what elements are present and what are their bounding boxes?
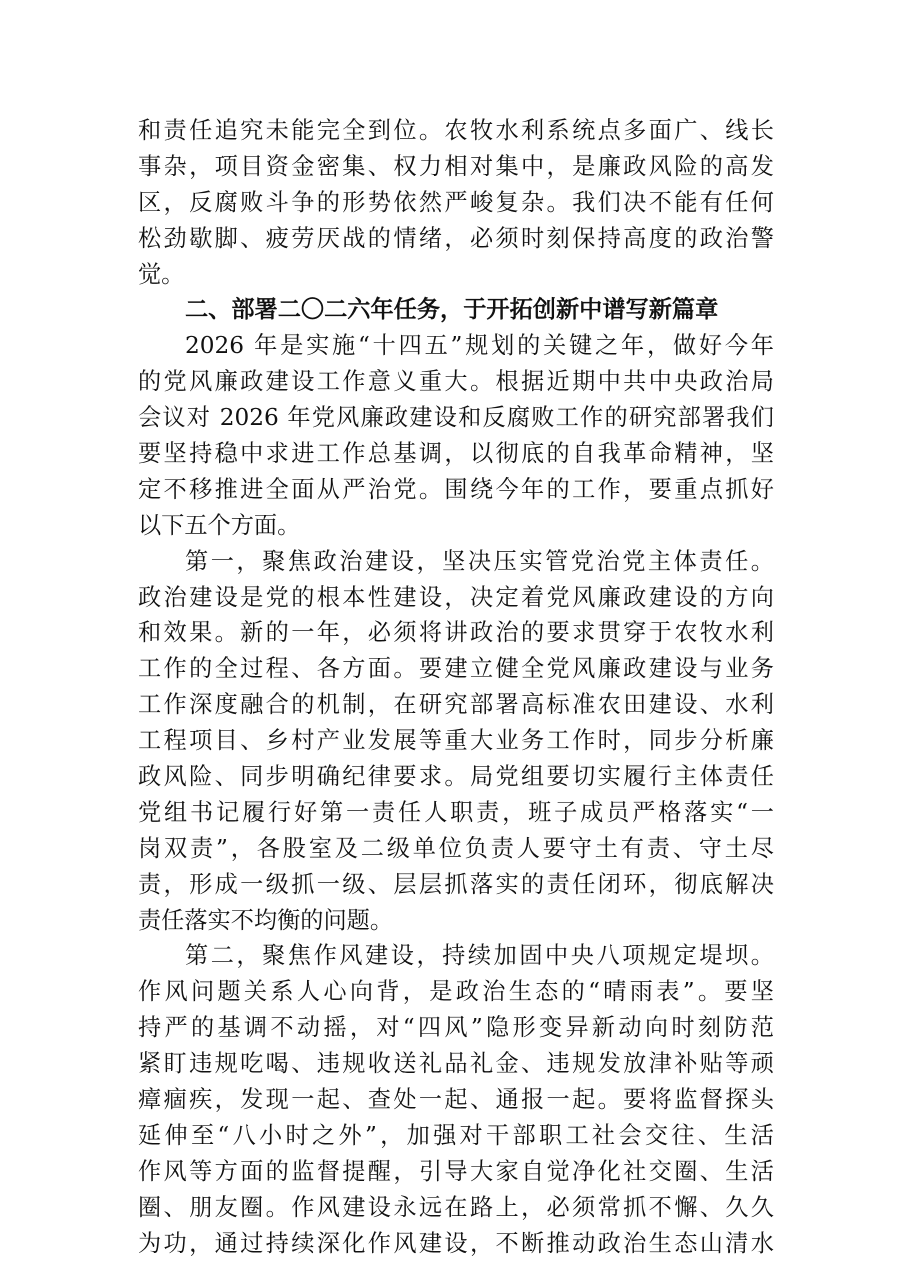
text-line: 以下五个方面。 (138, 511, 301, 539)
text-line: 和责任追究未能完全到位。农牧水利系统点多面广、线长 (138, 117, 774, 144)
text-line: 政风险、同步明确纪律要求。局党组要切实履行主体责任 (138, 763, 774, 791)
text-line: 责任落实不均衡的问题。 (138, 906, 394, 934)
text-line: 区，反腐败斗争的形势依然严峻复杂。我们决不能有任何 (138, 188, 774, 216)
text-line: 圈、朋友圈。作风建设永远在路上，必须常抓不懈、久久 (138, 1193, 774, 1221)
text-line: 和效果。新的一年，必须将讲政治的要求贯穿于农牧水利 (138, 619, 774, 647)
text-line: 事杂，项目资金密集、权力相对集中，是廉政风险的高发 (138, 152, 774, 180)
text-line: 的党风廉政建设工作意义重大。根据近期中共中央政治局 (138, 368, 774, 396)
text-line: 松劲歇脚、疲劳厌战的情绪，必须时刻保持高度的政治警 (138, 224, 774, 252)
text-line: 持严的基调不动摇，对“四风”隐形变异新动向时刻防范 (138, 1014, 774, 1042)
text-line: 瘴痼疾，发现一起、查处一起、通报一起。要将监督探头 (138, 1086, 774, 1114)
text-line: 定不移推进全面从严治党。围绕今年的工作，要重点抓好 (138, 475, 774, 503)
text-line: 第二，聚焦作风建设，持续加固中央八项规定堤坝。 (185, 942, 774, 970)
text-line: 2026 年是实施“十四五”规划的关键之年，做好今年 (185, 332, 774, 360)
text-line: 政治建设是党的根本性建设，决定着党风廉政建设的方向 (138, 583, 774, 611)
text-line: 要坚持稳中求进工作总基调，以彻底的自我革命精神，坚 (138, 440, 774, 468)
document-body (138, 113, 774, 1262)
text-line: 紧盯违规吃喝、违规收送礼品礼金、违规发放津补贴等顽 (138, 1050, 774, 1078)
text-line: 第一，聚焦政治建设，坚决压实管党治党主体责任。 (185, 547, 774, 575)
text-line: 岗双责”，各股室及二级单位负责人要守土有责、守土尽 (138, 834, 774, 862)
text-line: 延伸至“八小时之外”，加强对干部职工社会交往、生活 (138, 1121, 774, 1149)
text-line: 作风等方面的监督提醒，引导大家自觉净化社交圈、生活 (138, 1157, 774, 1185)
text-line: 工作深度融合的机制，在研究部署高标准农田建设、水利 (138, 691, 774, 719)
text-line: 会议对 2026 年党风廉政建设和反腐败工作的研究部署我们 (138, 404, 774, 432)
text-line: 觉。 (138, 260, 185, 288)
text-line: 责，形成一级抓一级、层层抓落实的责任闭环，彻底解决 (138, 870, 774, 898)
text-line: 工程项目、乡村产业发展等重大业务工作时，同步分析廉 (138, 727, 774, 755)
text-line: 党组书记履行好第一责任人职责，班子成员严格落实“一 (138, 798, 774, 826)
text-line: 为功，通过持续深化作风建设，不断推动政治生态山清水 (138, 1229, 774, 1257)
section-heading: 二、部署二〇二六年任务，于开拓创新中谱写新篇章 (185, 296, 719, 324)
text-line: 工作的全过程、各方面。要建立健全党风廉政建设与业务 (138, 655, 774, 683)
text-line: 作风问题关系人心向背，是政治生态的“晴雨表”。要坚 (138, 978, 774, 1006)
